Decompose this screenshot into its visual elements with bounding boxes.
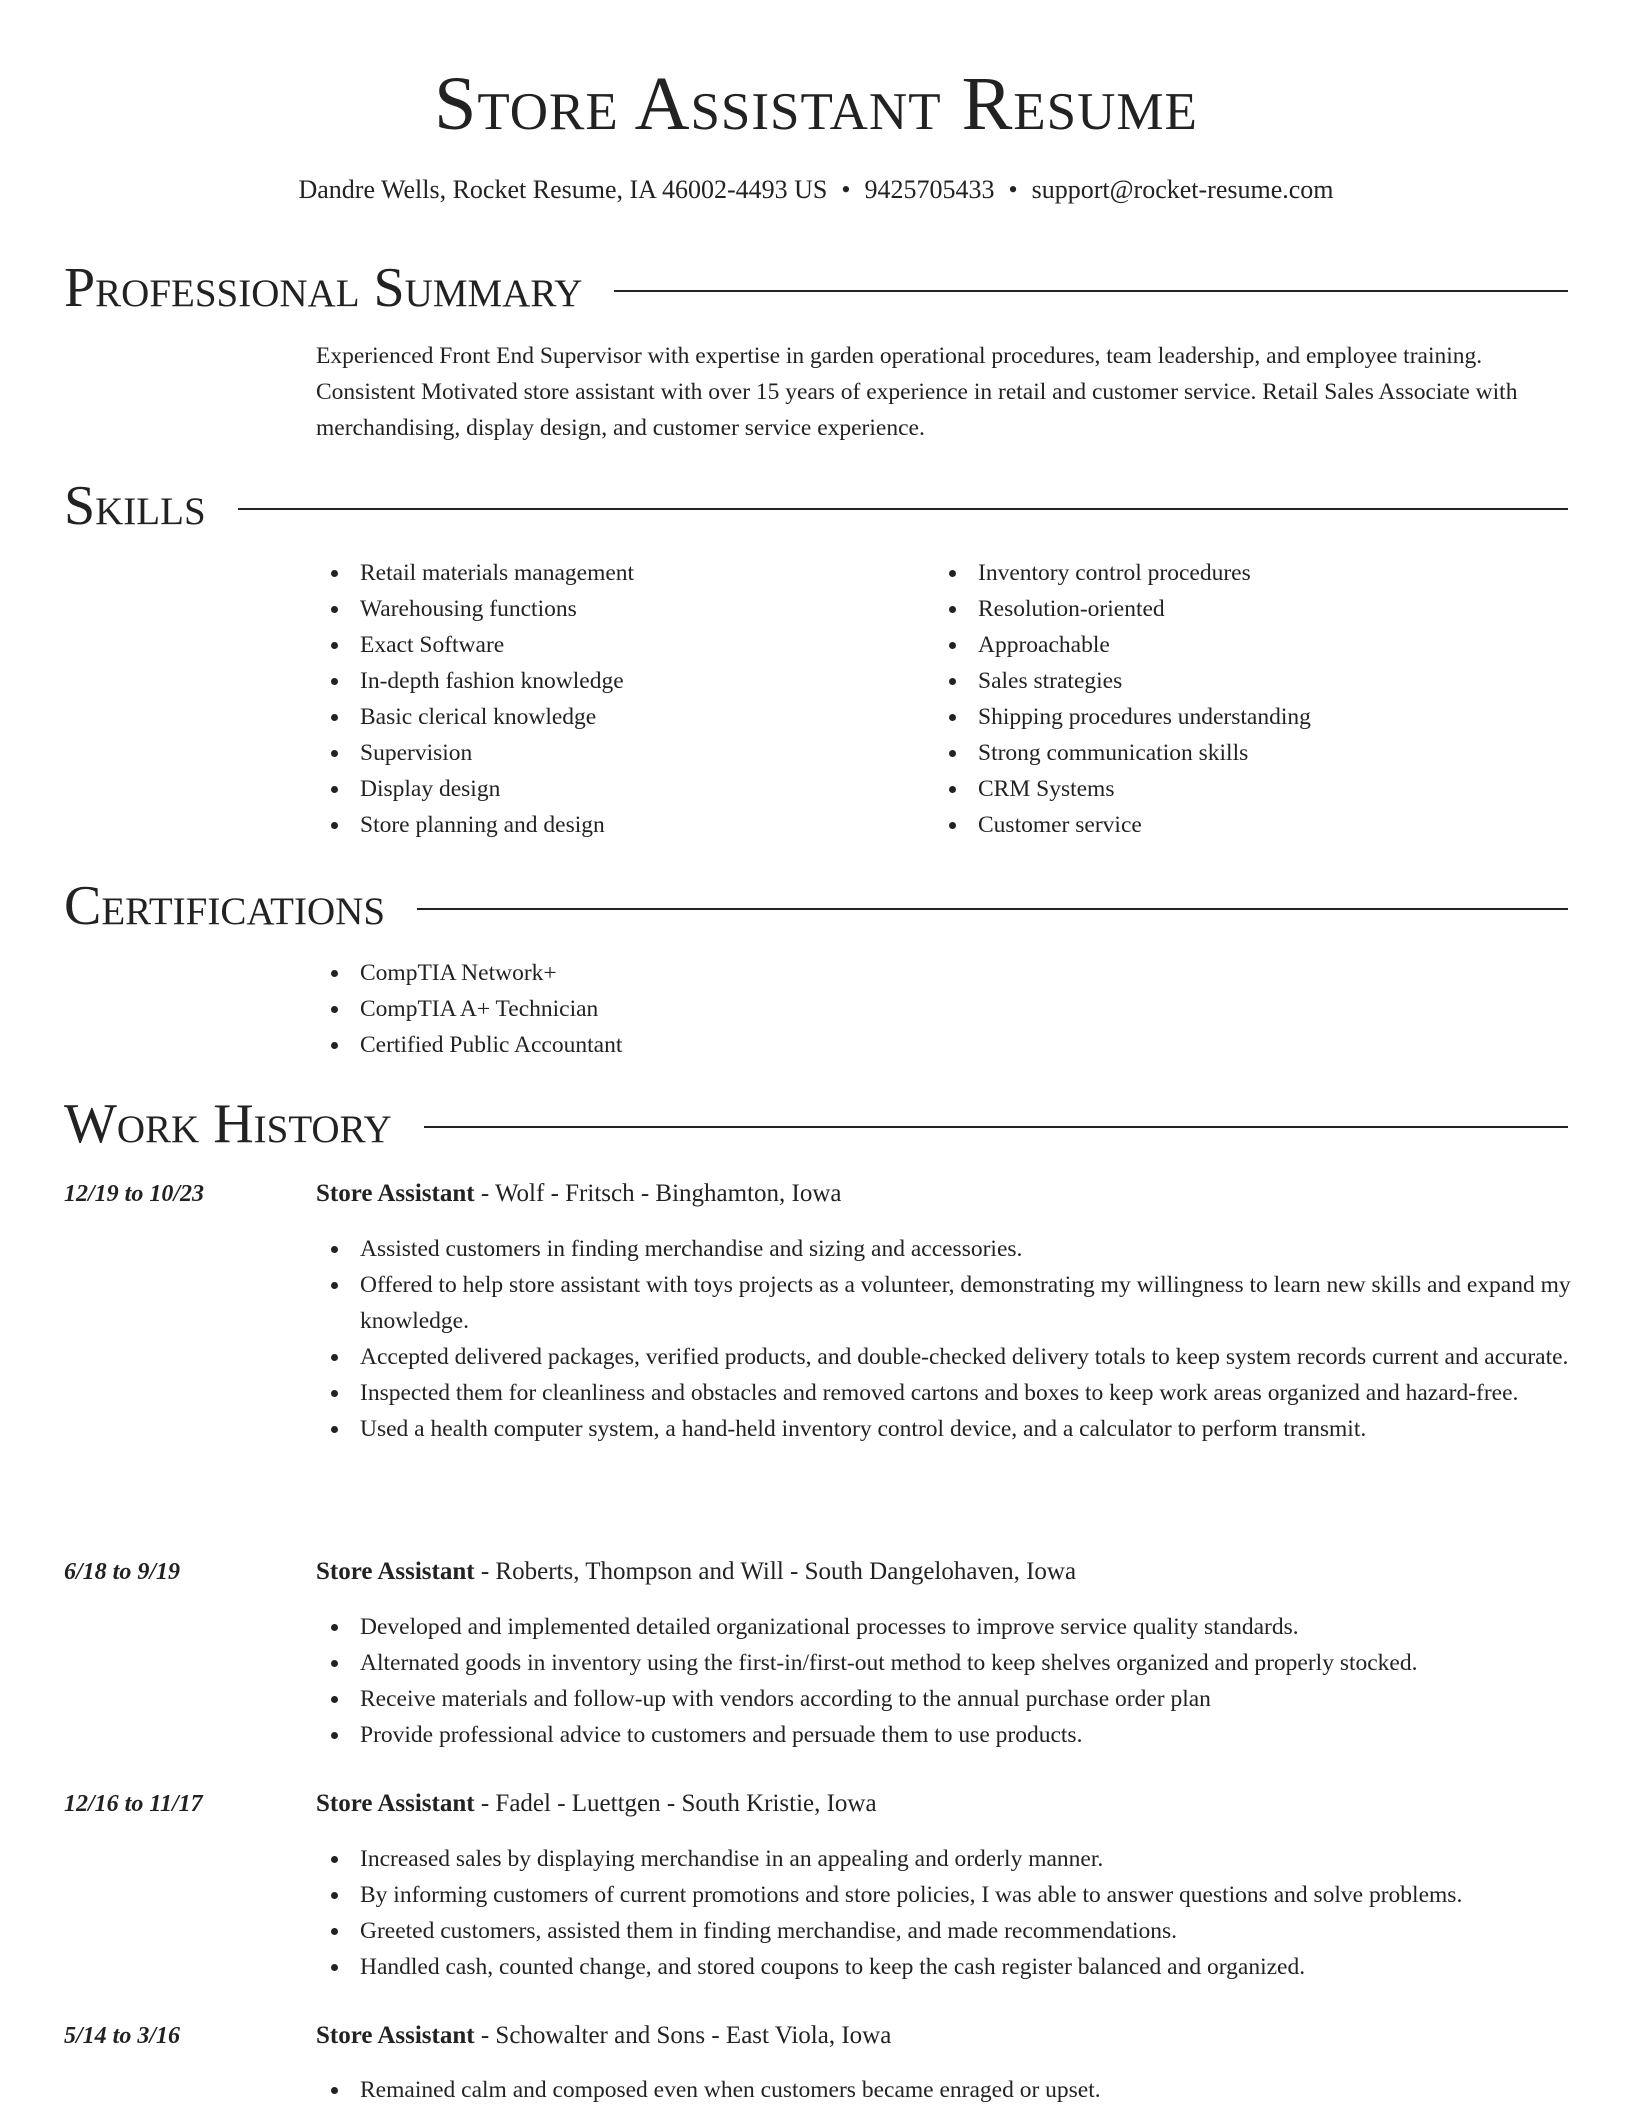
certifications-list bbox=[316, 955, 1576, 1063]
summary-heading: Professional Summary bbox=[64, 257, 583, 319]
job-bullet: By informing customers of current promotions and store policies, I was able to answer questions and solve problems. bbox=[316, 1877, 1576, 1913]
section-divider bbox=[238, 508, 1568, 510]
job-title: Store Assistant bbox=[316, 1558, 475, 1585]
skill-item: Customer service bbox=[934, 807, 1574, 843]
job-bullets bbox=[316, 1841, 1576, 1985]
skill-item: CRM Systems bbox=[934, 771, 1574, 807]
summary-section-header bbox=[64, 256, 1568, 320]
job-bullet: Increased sales by displaying merchandise in an appealing and orderly manner. bbox=[316, 1841, 1576, 1877]
job-bullet: Assisted customers in finding merchandise and sizing and accessories. bbox=[316, 1231, 1576, 1267]
job-bullets bbox=[316, 1609, 1576, 1753]
skill-item: In-depth fashion knowledge bbox=[316, 663, 916, 699]
skill-item: Inventory control procedures bbox=[934, 555, 1574, 591]
job-employer: - Roberts, Thompson and Will - South Dangelohaven, Iowa bbox=[474, 1558, 1077, 1585]
section-divider bbox=[417, 908, 1568, 910]
skill-item: Supervision bbox=[316, 735, 916, 771]
certifications-heading: Certifications bbox=[64, 875, 386, 937]
resume-title: Store Assistant Resume bbox=[434, 62, 1198, 146]
contact-phone: 9425705433 bbox=[864, 175, 995, 204]
job-bullet: Inspected them for cleanliness and obstacles and removed cartons and boxes to keep work areas organized and hazard-free. bbox=[316, 1375, 1576, 1411]
job-title: Store Assistant bbox=[316, 1180, 475, 1207]
skill-item: Retail materials management bbox=[316, 555, 916, 591]
job-bullet: Receive materials and follow-up with vendors according to the annual purchase order plan bbox=[316, 1681, 1576, 1717]
job-heading bbox=[316, 2018, 1576, 2054]
job-title: Store Assistant bbox=[316, 2022, 475, 2049]
certification-item: Certified Public Accountant bbox=[316, 1027, 1576, 1063]
certification-item: CompTIA A+ Technician bbox=[316, 991, 1576, 1027]
job-heading bbox=[316, 1176, 1576, 1212]
skill-item: Sales strategies bbox=[934, 663, 1574, 699]
job-employer: - Schowalter and Sons - East Viola, Iowa bbox=[474, 2022, 892, 2049]
job-heading bbox=[316, 1554, 1576, 1590]
job-bullet: Handled cash, counted change, and stored coupons to keep the cash register balanced and organized. bbox=[316, 1949, 1576, 1985]
skill-item: Resolution-oriented bbox=[934, 591, 1574, 627]
skill-item: Display design bbox=[316, 771, 916, 807]
skills-list-right bbox=[934, 555, 1574, 843]
job-bullet: Developed and implemented detailed organizational processes to improve service quality standards. bbox=[316, 1609, 1576, 1645]
job-employer: - Fadel - Luettgen - South Kristie, Iowa bbox=[474, 1790, 877, 1817]
section-divider bbox=[424, 1126, 1568, 1128]
skill-item: Store planning and design bbox=[316, 807, 916, 843]
job-bullet: Offered to help store assistant with toys projects as a volunteer, demonstrating my willingness to learn new skills and expand my knowledge. bbox=[316, 1267, 1576, 1339]
section-divider bbox=[614, 290, 1568, 292]
job-dates: 6/18 to 9/19 bbox=[64, 1559, 181, 1585]
job-bullet: Alternated goods in inventory using the first-in/first-out method to keep shelves organized and properly stocked. bbox=[316, 1645, 1576, 1681]
skill-item: Exact Software bbox=[316, 627, 916, 663]
job-bullets bbox=[316, 1231, 1576, 1447]
skill-item: Warehousing functions bbox=[316, 591, 916, 627]
skill-item: Approachable bbox=[934, 627, 1574, 663]
job-dates: 12/16 to 11/17 bbox=[64, 1791, 203, 1817]
job-bullet: Used a health computer system, a hand-held inventory control device, and a calculator to perform transmit. bbox=[316, 1411, 1576, 1447]
contact-email: support@rocket-resume.com bbox=[1031, 175, 1334, 204]
summary-text: Experienced Front End Supervisor with expertise in garden operational procedures, team leadership, and employee training. Consistent Motivated store assistant with over 15 years of experience in retail and customer service. Retail Sales Associate with merchandising, display design, and customer service experience. bbox=[316, 343, 1518, 441]
skills-section-header bbox=[64, 474, 1568, 538]
job-bullet: Remained calm and composed even when customers became enraged or upset. bbox=[316, 2072, 1576, 2108]
skills-list-left bbox=[316, 555, 916, 843]
skills-heading: Skills bbox=[64, 475, 206, 537]
job-heading bbox=[316, 1786, 1576, 1822]
skill-item: Strong communication skills bbox=[934, 735, 1574, 771]
certification-item: CompTIA Network+ bbox=[316, 955, 1576, 991]
skill-item: Basic clerical knowledge bbox=[316, 699, 916, 735]
job-bullet: Provide professional advice to customers and persuade them to use products. bbox=[316, 1717, 1576, 1753]
job-bullet: Greeted customers, assisted them in finding merchandise, and made recommendations. bbox=[316, 1913, 1576, 1949]
contact-separator: • bbox=[1008, 175, 1018, 204]
job-bullets bbox=[316, 2072, 1576, 2108]
job-employer: - Wolf - Fritsch - Binghamton, Iowa bbox=[474, 1180, 842, 1207]
job-dates: 12/19 to 10/23 bbox=[64, 1181, 205, 1207]
job-title: Store Assistant bbox=[316, 1790, 475, 1817]
work-history-heading: Work History bbox=[64, 1093, 392, 1155]
contact-line bbox=[0, 172, 1632, 208]
job-dates: 5/14 to 3/16 bbox=[64, 2023, 181, 2049]
contact-separator: • bbox=[841, 175, 851, 204]
contact-address: Dandre Wells, Rocket Resume, IA 46002-4493 US bbox=[298, 175, 828, 204]
skill-item: Shipping procedures understanding bbox=[934, 699, 1574, 735]
job-bullet: Accepted delivered packages, verified products, and double-checked delivery totals to keep system records current and accurate. bbox=[316, 1339, 1576, 1375]
work-history-section-header bbox=[64, 1092, 1568, 1156]
certifications-section-header bbox=[64, 874, 1568, 938]
